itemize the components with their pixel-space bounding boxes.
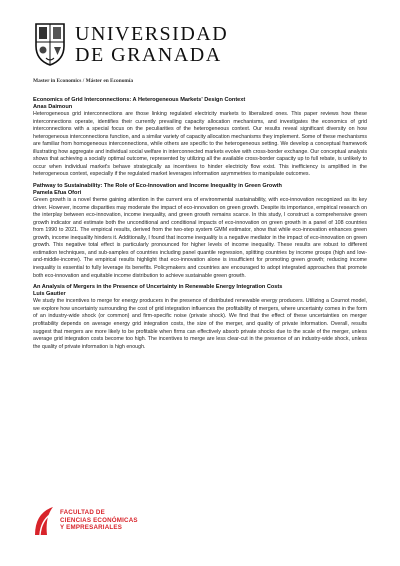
paper-abstract: Green growth is a novel theme gaining attention in the current era of environmental sustainability, with eco-innovation recognized as its key driver. However, income disparities may moderate the impact of eco-innovation on green growth. Despite its importance, empirical research on the interplay between eco-innovation, income inequality, and green growth remains scarce. In this study, I construct a comprehensive green growth indicator and estimate both the unconditional and conditional impacts of eco-innovation on green growth in a panel of 108 countries from 1990 to 2021. The empirical results, derived from the two-step system GMM estimator, show that while eco-innovation enhances green growth, income inequality hinders it. Additionally, I found that income inequality is a negative mediator in the impact of eco-innovation on green growth. This negative total effect is particularly pronounced for higher levels of income inequality. These results are robust to different estimation techniques, and sub-samples of countries including panel quantile regression, splitting countries by income groups (high and low-and-middle-income). The empirical results highlight that eco-innovation alone is insufficient for promoting green growth; reducing income inequality is essential to fully leverage its benefits. Policymakers and countries are encouraged to adopt integrated approaches that promote both eco-innovation and equitable income distribution to achieve sustainable green growth. xyxy=(33,197,367,279)
faculty-emblem-icon xyxy=(33,505,55,537)
abstract-section xyxy=(33,183,367,280)
paper-title: Pathway to Sustainability: The Role of Eco-Innovation and Income Inequality in Green Growth xyxy=(33,183,282,190)
paper-abstract: Heterogeneous grid interconnections are those linking regulated electricity markets to liberalized ones. This paper reviews how these interconnections operate, identifies their currently prevailing capacity allocation mechanisms, and investigates the economics of grid interconnections with a special focus on the peculiarities of the heterogeneous context. Our results reveal significant diversity on how heterogeneous interconnections function, and a similar variety of capacity allocation mechanisms they implement. Some of these mechanisms are familiar from homogeneous interconnections, while others are specific to the heterogeneous setting. We develop a conceptual framework illustrating how aggregate and individual social welfare in interconnected markets evolve with cross-border exchange. Our conceptual analysis shows that achieving a socially optimal outcome, represented by utilizing all the available cross-border capacity up to full rebate, is unlikely to occur when individual market's behave strategically as incentives to hinder electricity flow exist. This inefficiency is amplified in the heterogeneous context, especially if the regulated market leverages information asymmetries to manipulate outcomes. xyxy=(33,111,367,178)
faculty-line-1: FACULTAD DE xyxy=(60,509,105,516)
paper-author: Pamela Efua Ofori xyxy=(33,190,82,197)
faculty-name xyxy=(60,509,138,532)
university-crest-icon xyxy=(33,20,67,66)
university-name xyxy=(75,24,228,66)
paper-abstract: We study the incentives to merge for energy producers in the presence of distributed renewable energy producers. Utilizing a Cournot model, we explore how uncertainty surrounding the cost of grid integration influences the profitability of mergers, where uncertainty comes in the form of an industry-wide shock (or common) and firm-specific noise (private shock). We find that the effect of these uncertainties on merger profitability depends on average energy grid integration costs, the size of the merger, and quality of private information. Overall, results suggest that mergers are more likely to be profitable when firms can effectively absorb private shocks due to the scale of the merger, unless average grid integration costs become too high. The incentives to merge are less clear-cut in the presence of an industry-wide shock, unless the quality of private information is high enough. xyxy=(33,298,367,350)
logo-line-1: UNIVERSIDAD xyxy=(75,23,229,45)
paper-title: An Analysis of Mergers in the Presence of Uncertainty in Renewable Energy Integration Costs xyxy=(33,284,283,291)
logo-line-2: DE GRANADA xyxy=(75,44,222,66)
faculty-line-3: Y EMPRESARIALES xyxy=(60,524,123,531)
university-logo xyxy=(33,20,273,72)
paper-title: Economics of Grid Interconnections: A Heterogeneous Markets' Design Context xyxy=(33,97,246,103)
abstracts-list xyxy=(33,97,367,355)
paper-author: Anas Daimoun xyxy=(33,104,73,110)
faculty-logo xyxy=(33,505,233,545)
faculty-line-2: CIENCIAS ECONÓMICAS xyxy=(60,516,138,524)
abstract-section xyxy=(33,284,367,351)
paper-author: Luis Gautier xyxy=(33,291,66,298)
abstract-section xyxy=(33,97,367,179)
program-subheading: Master in Economics / Máster en Economía xyxy=(33,78,134,84)
